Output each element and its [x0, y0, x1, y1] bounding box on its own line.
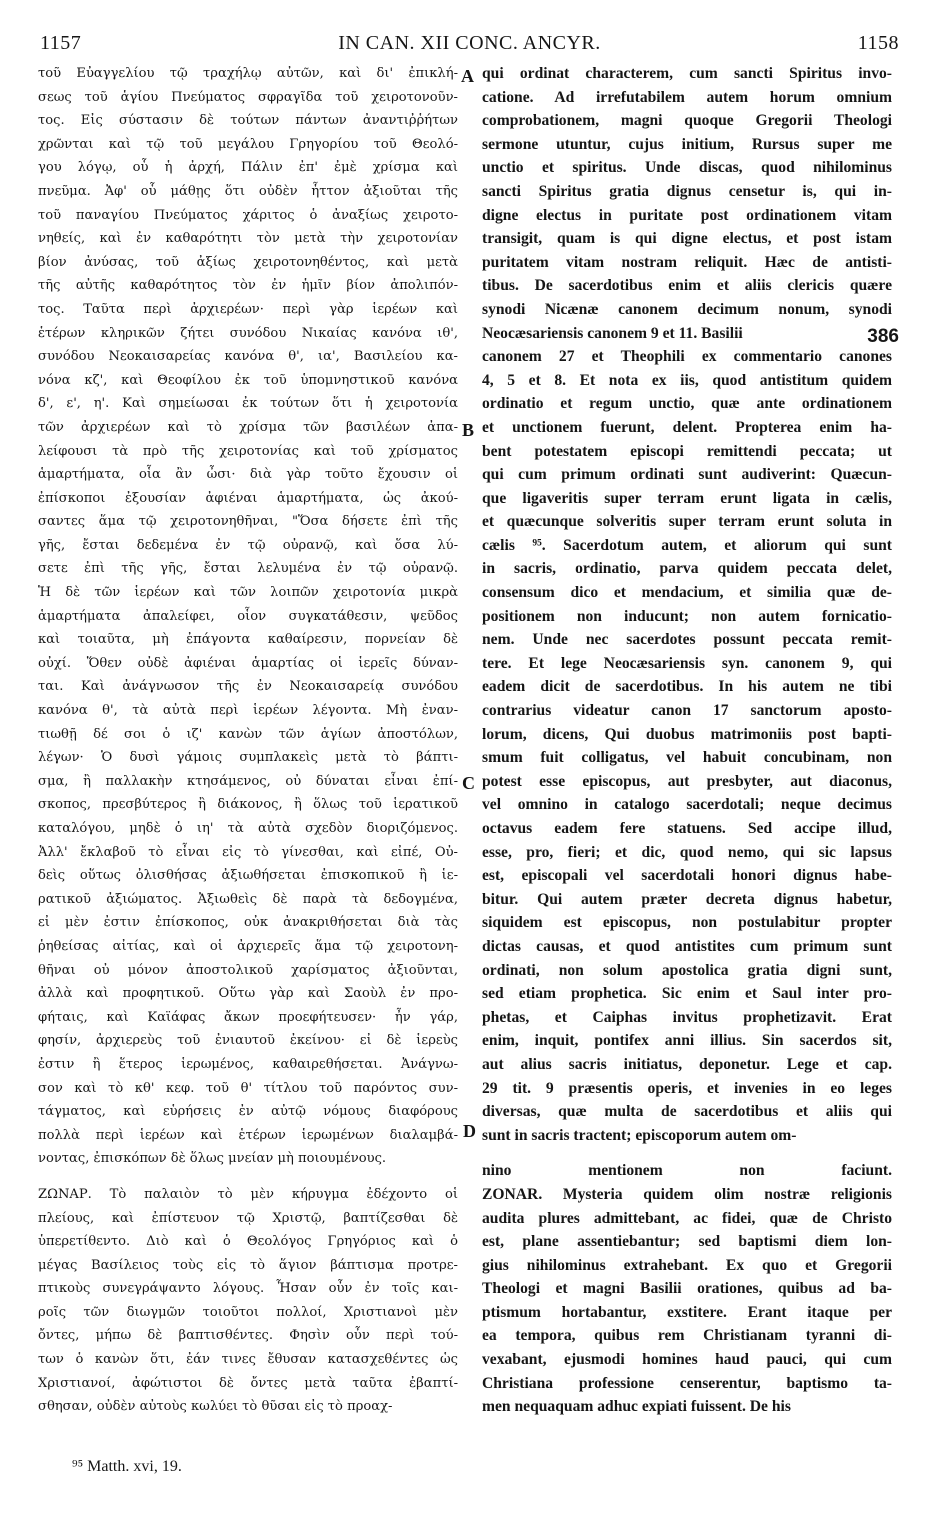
text-line: sermone utuntur, cujus initium, Rursus super me	[482, 135, 892, 153]
text-line: synodi Nicænæ canonem decimum nonum, synodi	[482, 300, 892, 318]
paragraph-gap	[482, 1147, 892, 1159]
text-line: καταλόγου, μηδὲ ὁ ιη' τὰ αὐτὰ σχεδὸν διοριζόμενος.	[38, 821, 458, 836]
text-line: ἁμαρτήματα, οἷα ἂν ὦσι· διὰ γὰρ τοῦτο ἔχουσιν οἱ	[38, 467, 458, 483]
text-line: tibus. De sacerdotibus enim et aliis clericis quære	[482, 277, 892, 295]
text-line: sancti Spiritus gratia dignus censetur is, qui in-	[482, 182, 892, 200]
text-line: transigit, quam is qui digne electus, et post istam	[482, 230, 892, 248]
text-line: ὄντες, μήπω δὲ βαπτισθέντες. Φησὶν οὖν περὶ τού-	[38, 1328, 458, 1344]
text-line: τος. Εἰς σύστασιν δὲ τούτων πάντων ἀναντιῤῥήτων	[38, 113, 458, 129]
text-line: comprobationem, magni quoque Gregorii Theologi	[482, 112, 892, 130]
text-line: σθησαν, οὐδὲν αὐτοὺς κωλύει τὸ θῦσαι εἰς τὸ προαχ-	[38, 1399, 393, 1415]
text-line: cælis ⁹⁵. Sacerdotum autem, et aliorum qui sunt	[482, 536, 892, 554]
text-line: πλείους, καὶ ἐπίστευον τῷ Χριστῷ, βαπτίζεσθαι δὲ	[38, 1210, 458, 1226]
text-line: in sacris, ordinatio, parva quidem peccata delet,	[482, 560, 892, 578]
text-line: πτικοὺς συνεγράψαντο λόγους. Ἦσαν οὖν ἐν τοῖς και-	[38, 1281, 458, 1297]
text-line: gius nihilominus extrahebant. Ex quo et Gregorii	[482, 1256, 892, 1274]
text-line: ρατικοῦ ἀξιώματος. Ἀξιωθεὶς δὲ παρὰ τὰ δεδογμένα,	[38, 891, 458, 907]
text-line: siquidem est episcopus, non postulabitur propter	[482, 914, 892, 932]
text-line: est, plane assentiebantur; sed baptismi diem lon-	[482, 1233, 892, 1251]
text-line: μέγας Βασίλειος τοὺς εἰς τὸ ἅγιον βάπτισμα προτρε-	[38, 1257, 458, 1273]
text-line: δ', ε', η'. Καὶ σημείωσαι ἐκ τούτων ὅτι ἡ χειροτονία	[38, 396, 458, 412]
text-line: φησίν, ἀρχιερεὺς τοῦ ἐνιαυτοῦ ἐκείνου· εἰ δὲ ἱερεὺς	[38, 1033, 458, 1049]
text-line: phetas, et Caiphas invitus prophetizavit. Erat	[482, 1008, 892, 1026]
text-line: ordinatio et regum unctio, quæ ante ordinationem	[482, 395, 892, 413]
side-reference-number: 386	[867, 326, 899, 347]
text-line: qui ordinat characterem, cum sancti Spiritus invo-	[482, 65, 892, 82]
text-line: est, episcopali vel sacerdotali honori dignus habe-	[482, 867, 892, 885]
margin-letter-d: D	[463, 1121, 476, 1141]
text-line: πολλὰ περὶ ἱερέων καὶ ἑτέρων ἱερωμένων διαλαμβά-	[38, 1127, 458, 1143]
text-line: enim, inquit, pontifex anni illius. Sin sacerdos sit,	[482, 1032, 892, 1050]
text-line: δεὶς οὕτως ὀλισθήσας ἀξιωθήσεται ἐπισκοπικοῦ ἢ ἱε-	[38, 868, 458, 884]
text-line: sunt in sacris tractent; episcoporum autem om-	[482, 1126, 797, 1144]
text-line: Ἡ δὲ τῶν ἱερέων καὶ τῶν λοιπῶν χειροτονία μικρὰ	[38, 585, 458, 601]
text-line: γῆς, ἔσται δεδεμένα ἐν τῷ οὐρανῷ, καὶ ὅσα λύ-	[38, 537, 458, 553]
text-line: λέγων· Ὁ δυσὶ γάμοις συμπλακεὶς μετὰ τὸ βάπτι-	[38, 750, 458, 766]
text-line: digne electus in puritate post ordinationem vitam	[482, 206, 892, 224]
text-line: σετε ἐπὶ τῆς γῆς, ἔσται λελυμένα ἐν τῷ οὐρανῷ.	[38, 561, 458, 577]
text-line: tere. Et lege Neocæsariensis syn. canonem 9, qui	[482, 654, 892, 672]
text-line: diversas, quæ multa de sacerdotibus et aliis qui	[482, 1103, 892, 1121]
text-line: vexabant, ejusmodi homines haud pauci, qui cum	[482, 1351, 892, 1369]
text-line: πνεῦμα. Ἀφ' οὗ μάθῃς ὅτι οὐδὲν ἧττον ἀξιοῦται τῆς	[38, 183, 458, 199]
text-line: puritatem vitam nostram reliquit. Hæc de antisti-	[482, 253, 892, 271]
text-line: τοῦ Εὐαγγελίου τῷ τραχήλῳ αὐτῶν, καὶ δι' ἐπικλή-	[38, 66, 458, 81]
text-line: positionem non inducunt; non autem fornicatio-	[482, 607, 892, 625]
text-line: Ἀλλ' ἔκλαβοῦ τὸ εἶναι εἰς τὸ γίνεσθαι, καὶ εἰπέ, Οὐ-	[38, 844, 458, 860]
paragraph-gap	[38, 1171, 458, 1183]
text-line: ἐπίσκοποι ἐξουσίαν ἀφιέναι ἁμαρτήματα, ὡς ἀκού-	[38, 490, 458, 506]
text-line: esse, pro, fieri; et dic, quod nemo, qui sic lapsus	[482, 843, 892, 861]
text-line: ZONAR. Mysteria quidem olim nostræ religionis	[482, 1185, 892, 1203]
text-line: ptismum hortabantur, exstitere. Erant itaque per	[482, 1303, 892, 1321]
greek-column	[38, 62, 458, 1419]
text-line: τῶν ἀρχιερέων καὶ τὸ χρίσμα τῶν βασιλέων ἀπα-	[38, 419, 458, 435]
text-line: ροῖς τῶν διωγμῶν τοιοῦτοι πολλοί, Χριστιανοὶ μὲν	[38, 1304, 458, 1320]
text-line: σκοπος, πρεσβύτερος ἢ διάκονος, ἢ ὅλως τοῦ ἱερατικοῦ	[38, 797, 458, 813]
text-line: contrarius videatur canon 17 sanctorum aposto-	[482, 702, 892, 720]
text-line: et quæcunque solveritis super terram erunt soluta in	[482, 513, 892, 531]
text-line: εἰ μὲν ἐστιν ἐπίσκοπος, οὐκ ἀνακριθήσεται διὰ τὰς	[38, 915, 458, 931]
text-line: audita plures admittebant, ac fidei, quæ de Christo	[482, 1209, 892, 1227]
text-line: ἀλλὰ καὶ προφητικοῦ. Οὕτω γὰρ καὶ Σαοὺλ ἐν προ-	[38, 986, 458, 1002]
margin-letter-c: C	[462, 773, 475, 793]
text-line: σεως τοῦ ἁγίου Πνεύματος σφραγῖδα τοῦ χειροτονοῦν-	[38, 89, 458, 105]
text-line: γου λόγῳ, οὗ ἡ ἀρχή, Πάλιν ἐπ' ἐμὲ χρίσμα καὶ	[38, 160, 458, 176]
text-line: φήταις, καὶ Καϊάφας ἄκων προεφήτευσεν· ἦν γάρ,	[38, 1009, 458, 1025]
page-number-right: 1158	[857, 32, 899, 54]
text-line: καὶ τοιαῦτα, μὴ ἐπάγοντα καθαίρεσιν, πορνείαν δὲ	[38, 632, 458, 648]
page-header	[40, 22, 899, 58]
text-line: lorum, dicens, Qui duobus matrimoniis post bapti-	[482, 725, 892, 743]
text-line: sed etiam prophetica. Sic enim et Saul inter pro-	[482, 985, 892, 1003]
text-line: ῥηθείσας αἰτίας, καὶ οἱ ἀρχιερεῖς ἅμα τῷ χειροτονη-	[38, 938, 458, 954]
text-line: vel omnino in catalogo sacerdotali; neque decimus	[482, 796, 892, 814]
page-number-left: 1157	[40, 32, 82, 54]
text-line: men nequaquam adhuc expiati fuissent. De his	[482, 1398, 791, 1416]
margin-letter-a: A	[461, 66, 474, 86]
running-title: IN CAN. XII CONC. ANCYR.	[338, 32, 601, 54]
text-line: νοντας, ἐπισκόπων δὲ ὅλως μνείαν μὴ ποιουμένους.	[38, 1151, 387, 1167]
text-line: τάγματος, καὶ εὑρήσεις ἐν αὐτῷ νόμους διαφόρους	[38, 1104, 458, 1120]
text-line: dictas causas, et quod antistites cum primum sunt	[482, 937, 892, 955]
text-line: unctio et spiritus. Unde discas, quod nihilominus	[482, 159, 892, 177]
text-line: Neocæsariensis canonem 9 et 11. Basilii	[482, 324, 743, 342]
text-line: νόνα κζ', καὶ Θεοφίλου ἐκ τοῦ ὑπομνηστικοῦ κανόνα	[38, 372, 458, 388]
text-line: smum fuit colligatus, vel habuit concubinam, non	[482, 749, 892, 767]
text-line: ea tempora, quibus rem Christianam tyranni di-	[482, 1327, 892, 1345]
text-line: ordinati, non solum apostolica gratia digni sunt,	[482, 961, 892, 979]
text-line: Χριστιανοί, ἀφώτιστοι δὲ ὄντες μετὰ ταῦτα ἐβαπτί-	[38, 1375, 458, 1391]
text-line: et unctionem fuerunt, delent. Propterea enim ha-	[482, 418, 892, 436]
text-line: λείφουσι τὰ πρὸ τῆς χειροτονίας καὶ τοῦ χρίσματος	[38, 443, 458, 459]
text-line: νηθείς, καὶ ἐν καθαρότητι τὸν μετὰ τὴν χειροτονίαν	[38, 231, 458, 247]
text-line: ὑπερετίθεντο. Διὸ καὶ ὁ Θεολόγος Γρηγόριος καὶ ὁ	[38, 1234, 458, 1250]
text-line: τῆς αὐτῆς καθαρότητος τὸν ἐν ἡμῖν βίον ἀπολιπόν-	[38, 278, 458, 294]
text-line: τοῦ παναγίου Πνεύματος χάριτος ὁ ἀναξίως χειροτο-	[38, 207, 458, 223]
text-line: σον καὶ τὸ κθ' κεφ. τοῦ θ' τίτλου τοῦ παρόντος συν-	[38, 1080, 458, 1096]
margin-letter-b: B	[462, 420, 475, 440]
text-line: των ὁ κανὼν ὅτι, ἐάν τινες ἔθυσαν κατασχεθέντες ὡς	[38, 1352, 458, 1368]
text-line: nino mentionem non faciunt.	[482, 1162, 892, 1180]
text-line: ἐστιν ἢ ἕτερος ἱερωμένος, καθαιρεθήσεται. Ἀνάγνω-	[38, 1056, 458, 1072]
text-line: potest esse episcopus, aut presbyter, aut diaconus,	[482, 772, 892, 790]
text-line: qui cum primum ordinati sunt audiverint: Quæcun-	[482, 466, 892, 484]
text-line: Christiana professione censerentur, baptismo ta-	[482, 1374, 892, 1392]
text-line: θῆναι οὐ μόνον ἀποστολικοῦ χαρίσματος ἀξιοῦνται,	[38, 962, 458, 978]
text-line: τος. Ταῦτα περὶ ἀρχιερέων· περὶ γὰρ ἱερέων καὶ	[38, 301, 458, 317]
text-line: canonem 27 et Theophili ex commentario canones	[482, 348, 892, 366]
text-line: σαντες ἅμα τῷ χειροτονηθῆναι, "Ὅσα δήσετε ἐπὶ τῆς	[38, 514, 458, 530]
text-line: οὐχί. Ὅθεν οὐδὲ ἀφιέναι ἁμαρτίας οἱ ἱερεῖς δύναν-	[38, 655, 458, 671]
text-line: Theologi et magni Basilii orationes, quibus ad ba-	[482, 1280, 892, 1298]
text-line: aut alius sacris initiatus, deponetur. Lege et cap.	[482, 1055, 892, 1073]
text-line: βίον ἀνύσας, τοῦ ἀξίως χειροτονηθέντος, καὶ μετὰ	[38, 254, 458, 270]
text-line: bitur. Qui autem præter decreta dignus habetur,	[482, 890, 892, 908]
text-line: bent potestatem episcopi remittendi peccata; ut	[482, 442, 892, 460]
latin-column	[482, 62, 892, 1419]
text-line: σμα, ἢ παλλακὴν κτησάμενος, οὐ δύναται εἶναι ἐπί-	[38, 773, 458, 789]
text-line: 4, 5 et 8. Et nota ex iis, quod antistitum quidem	[482, 371, 892, 389]
text-line: ΖΩΝΑΡ. Τὸ παλαιὸν τὸ μὲν κήρυγμα ἐδέχοντο οἱ	[38, 1186, 458, 1202]
text-line: 29 tit. 9 præsentis operis, et invenies in eo leges	[482, 1079, 892, 1097]
footnote: ⁹⁵ Matth. xvi, 19.	[72, 1458, 182, 1475]
text-line: συνόδου Νεοκαισαρείας κανόνα θ', ια', Βασιλείου κα-	[38, 349, 458, 365]
text-line: consensum dico et mendacium, et similia quæ de-	[482, 584, 892, 602]
text-line: ται. Καὶ ἀνάγνωσον τῆς ἐν Νεοκαισαρείᾳ συνόδου	[38, 679, 458, 695]
text-line: nem. Unde nec sacerdotes possunt peccata remit-	[482, 631, 892, 649]
text-line: catione. Ad irrefutabilem autem horum omnium	[482, 88, 892, 106]
text-line: ἑτέρων κληρικῶν ζήτει συνόδου Νικαίας κανόνα ιθ',	[38, 325, 458, 341]
text-line: χρῶνται καὶ τῷ τοῦ μεγάλου Γρηγορίου τοῦ Θεολό-	[38, 136, 458, 152]
text-line: eadem dicit de sacerdotibus. In his autem ne tibi	[482, 678, 892, 696]
text-line: que ligaveritis super terram erunt ligata in cælis,	[482, 489, 892, 507]
text-line: ἁμαρτήματα ἀπαλείφει, οἷον συγκατάθεσιν, ψεῦδος	[38, 608, 458, 624]
text-line: κανόνα θ', τὰ αὐτὰ περὶ ἱερέων λέγοντα. Μὴ ἐναν-	[38, 703, 458, 719]
text-line: octavus eadem fere statuens. Sed accipe illud,	[482, 820, 892, 837]
text-line: τιωθῇ δέ σοι ὁ ιζ' κανὼν τῶν ἁγίων ἀποστόλων,	[38, 726, 458, 742]
